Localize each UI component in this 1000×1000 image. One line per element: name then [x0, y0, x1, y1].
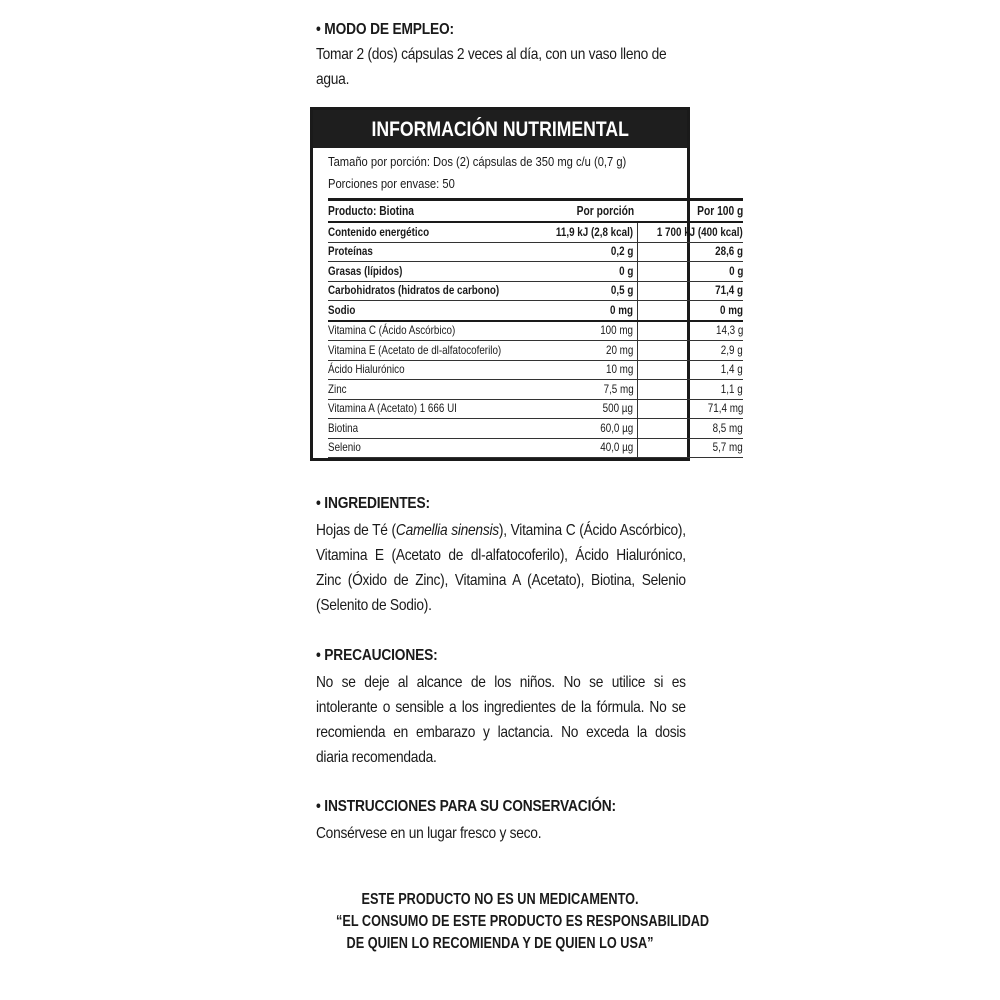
column-header-per100: Por 100 g	[696, 203, 744, 218]
nutrient-name: Vitamina E (Acetato de dl-alfatocoferilo)	[328, 342, 502, 357]
nutrient-name: Zinc	[328, 381, 347, 396]
per-100g-value: 5,7 mg	[712, 440, 744, 455]
usage-text	[316, 42, 686, 92]
nutrition-row	[328, 360, 743, 380]
per-100g-value: 1,1 g	[721, 381, 744, 396]
disclaimer-line-1: ESTE PRODUCTO NO ES UN MEDICAMENTO.	[361, 891, 639, 908]
ingredients-scientific-name: Camellia sinensis	[395, 522, 499, 539]
nutrient-name: Proteínas	[328, 244, 373, 259]
nutrient-name: Contenido energético	[328, 224, 430, 239]
nutrition-row	[328, 399, 743, 419]
per-100g-value: 71,4 mg	[707, 401, 744, 416]
per-portion-value: 7,5 mg	[603, 381, 634, 396]
per-portion-value: 10 mg	[605, 362, 634, 377]
servings-per-container: Porciones por envase: 50	[328, 176, 455, 191]
nutrition-row	[328, 301, 743, 321]
nutrient-name: Vitamina C (Ácido Ascórbico)	[328, 323, 456, 338]
per-portion-value: 500 µg	[602, 401, 634, 416]
nutrition-row	[328, 321, 743, 341]
nutrition-row	[328, 281, 743, 301]
nutrition-table	[328, 198, 743, 458]
nutrition-title: INFORMACIÓN NUTRIMENTAL	[313, 110, 687, 148]
nutrition-row	[328, 419, 743, 439]
per-100g-value: 2,9 g	[721, 342, 744, 357]
nutrient-name: Selenio	[328, 440, 361, 455]
per-portion-value: 0 mg	[610, 302, 634, 317]
per-100g-value: 28,6 g	[715, 244, 744, 259]
nutrition-row	[328, 341, 743, 361]
disclaimer	[300, 889, 710, 955]
nutrient-name: Ácido Hialurónico	[328, 362, 405, 377]
storage-section	[316, 796, 686, 846]
nutrient-name: Sodio	[328, 302, 356, 317]
ingredients-prefix: Hojas de Té (	[316, 522, 396, 539]
nutrition-row	[328, 242, 743, 262]
nutrition-row	[328, 222, 743, 242]
per-100g-value: 8,5 mg	[712, 420, 744, 435]
per-portion-value: 0 g	[619, 263, 634, 278]
per-portion-value: 100 mg	[600, 323, 634, 338]
ingredients-section	[316, 493, 686, 618]
disclaimer-line-3: DE QUIEN LO RECOMIENDA Y DE QUIEN LO USA”	[346, 935, 654, 952]
per-portion-value: 40,0 µg	[600, 440, 634, 455]
storage-text: Consérvese en un lugar fresco y seco.	[316, 825, 542, 842]
usage-line-2: agua.	[316, 71, 350, 88]
column-header-portion: Por porción	[576, 203, 634, 218]
precautions-section	[316, 645, 686, 770]
ingredients-rest: ), Vitamina C (Ácido Ascórbico), Vitamina E (Acetato de dl-alfatocoferilo), Ácido Hialurónico, Zinc (Óxido de Zinc), Vitamina A (Acetato), Biotina, Selenio (Selenito de Sodio).	[316, 522, 686, 614]
usage-line-1: Tomar 2 (dos) cápsulas 2 veces al día, con un vaso lleno de	[316, 46, 667, 63]
precautions-text: No se deje al alcance de los niños. No se utilice si es intolerante o sensible a los ingredientes de la fórmula. No se recomienda en embarazo y lactancia. No exceda la dosis diaria recomendada.	[316, 674, 686, 766]
per-portion-value: 0,5 g	[610, 283, 634, 298]
nutrient-name: Biotina	[328, 420, 359, 435]
per-portion-value: 11,9 kJ (2,8 kcal)	[556, 224, 634, 239]
per-100g-value: 71,4 g	[715, 283, 744, 298]
disclaimer-line-2: “EL CONSUMO DE ESTE PRODUCTO ES RESPONSABILIDAD	[336, 913, 710, 930]
nutrition-row	[328, 380, 743, 400]
nutrition-row	[328, 438, 743, 458]
nutrient-name: Carbohidratos (hidratos de carbono)	[328, 283, 500, 298]
per-portion-value: 20 mg	[605, 342, 634, 357]
per-100g-value: 0 g	[728, 263, 744, 278]
per-100g-value: 14,3 g	[715, 323, 744, 338]
per-100g-value: 1,4 g	[721, 362, 744, 377]
serving-size: Tamaño por porción: Dos (2) cápsulas de 350 mg c/u (0,7 g)	[328, 154, 627, 169]
column-header-product: Producto: Biotina	[328, 203, 414, 218]
nutrition-table-header	[328, 200, 743, 223]
nutrition-row	[328, 262, 743, 282]
usage-heading: • MODO DE EMPLEO:	[316, 21, 454, 38]
precautions-heading: • PRECAUCIONES:	[316, 647, 438, 664]
per-100g-value: 0 mg	[720, 302, 744, 317]
nutrition-table-body	[328, 222, 743, 458]
per-100g-value: 1 700 kJ (400 kcal)	[657, 224, 744, 239]
usage-section	[316, 19, 686, 92]
ingredients-heading: • INGREDIENTES:	[316, 495, 430, 512]
nutrient-name: Vitamina A (Acetato) 1 666 UI	[328, 401, 457, 416]
storage-heading: • INSTRUCCIONES PARA SU CONSERVACIÓN:	[316, 798, 616, 815]
per-portion-value: 0,2 g	[610, 244, 634, 259]
serving-info	[313, 151, 687, 195]
nutrient-name: Grasas (lípidos)	[328, 263, 403, 278]
nutrition-facts-panel	[310, 107, 744, 461]
per-portion-value: 60,0 µg	[600, 420, 634, 435]
ingredients-text	[316, 518, 686, 618]
